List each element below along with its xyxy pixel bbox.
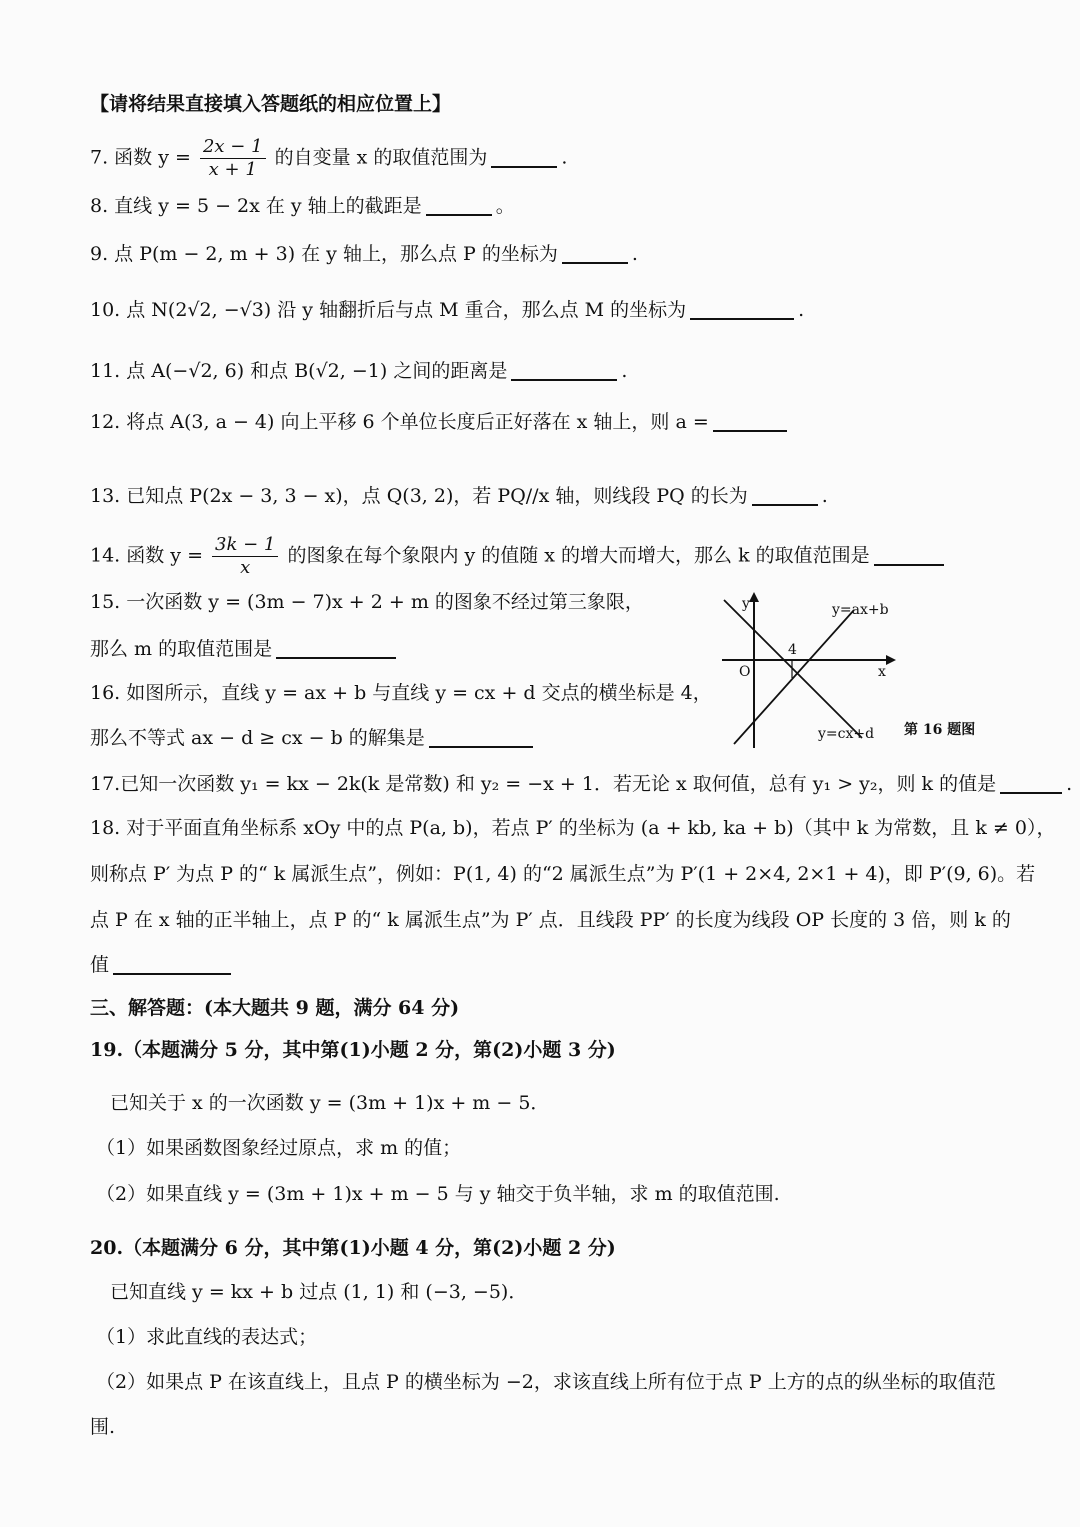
q12-text: 12. 将点 A(3, a − 4) 向上平移 6 个单位长度后正好落在 x 轴上，则 a = bbox=[90, 411, 709, 433]
question-18-line1: 18. 对于平面直角坐标系 xOy 中的点 P(a, b)，若点 P′ 的坐标为 (a + kb, ka + b)（其中 k 为常数，且 k ≠ 0）， bbox=[90, 817, 1056, 839]
q8-answer-blank[interactable] bbox=[426, 214, 492, 216]
q7-numerator: 2x − 1 bbox=[200, 136, 266, 159]
question-9 bbox=[90, 240, 1040, 268]
line-cx-plus-d-label: y=cx+d bbox=[818, 726, 875, 742]
q8-text: 8. 直线 y = 5 − 2x 在 y 轴上的截距是 bbox=[90, 195, 422, 217]
figure-caption: 第 16 题图 bbox=[904, 722, 976, 738]
q9-text: 9. 点 P(m − 2, m + 3) 在 y 轴上，那么点 P 的坐标为 bbox=[90, 243, 558, 265]
question-18-line3: 点 P 在 x 轴的正半轴上，点 P 的“ k 属派生点”为 P′ 点．且线段 PP′ 的长度为线段 OP 长度的 3 倍，则 k 的 bbox=[90, 909, 1011, 931]
question-13 bbox=[90, 482, 1040, 510]
q15-text: 那么 m 的取值范围是 bbox=[90, 638, 273, 660]
q18-text: 值 bbox=[90, 954, 110, 976]
question-18-line4 bbox=[90, 951, 1040, 979]
question-16-line1: 16. 如图所示，直线 y = ax + b 与直线 y = cx + d 交点的横坐标是 4， bbox=[90, 682, 712, 704]
question-17 bbox=[90, 770, 1073, 798]
q17-text: 17.已知一次函数 y₁ = kx − 2k(k 是常数) 和 y₂ = −x + 1．若无论 x 取何值，总有 y₁ > y₂，则 k 的值是 bbox=[90, 773, 997, 795]
question-20-title: 20.（本题满分 6 分，其中第(1)小题 4 分，第(2)小题 2 分) bbox=[90, 1237, 616, 1259]
q17-answer-blank[interactable] bbox=[1000, 792, 1062, 794]
q10-end: . bbox=[798, 299, 805, 321]
q14-numerator: 3k − 1 bbox=[212, 534, 278, 557]
q11-end: . bbox=[621, 360, 628, 382]
question-14 bbox=[90, 534, 1040, 579]
question-11 bbox=[90, 357, 1040, 385]
q13-answer-blank[interactable] bbox=[752, 504, 818, 506]
question-20-part2-continued: 围. bbox=[90, 1416, 116, 1438]
figure-16-graph bbox=[712, 588, 1002, 752]
q7-fraction bbox=[200, 136, 266, 181]
instruction-header: 【请将结果直接填入答题纸的相应位置上】 bbox=[90, 93, 452, 115]
q7-prefix: 7. 函数 y = bbox=[90, 146, 191, 169]
q9-end: . bbox=[631, 243, 638, 265]
q14-text: 的图象在每个象限内 y 的值随 x 的增大而增大，那么 k 的取值范围是 bbox=[287, 544, 870, 567]
y-axis-arrow-icon bbox=[749, 592, 759, 602]
line-ax-plus-b-label: y=ax+b bbox=[832, 602, 889, 618]
q10-text: 10. 点 N(2√2, −√3) 沿 y 轴翻折后与点 M 重合，那么点 M 的坐标为 bbox=[90, 299, 687, 321]
tick-label-4: 4 bbox=[788, 642, 797, 658]
line-ax-plus-b bbox=[734, 610, 854, 744]
x-axis-label: x bbox=[878, 664, 886, 680]
question-19-part1: （1）如果函数图象经过原点，求 m 的值； bbox=[96, 1137, 462, 1159]
q15-answer-blank[interactable] bbox=[276, 657, 396, 659]
question-20-part1: （1）求此直线的表达式； bbox=[96, 1326, 318, 1348]
q16-answer-blank[interactable] bbox=[429, 746, 533, 748]
q13-end: . bbox=[821, 485, 828, 507]
q18-answer-blank[interactable] bbox=[113, 973, 231, 975]
q11-answer-blank[interactable] bbox=[511, 379, 617, 381]
origin-label: O bbox=[739, 664, 751, 680]
q9-answer-blank[interactable] bbox=[562, 262, 628, 264]
question-19-part2: （2）如果直线 y = (3m + 1)x + m − 5 与 y 轴交于负半轴，求 m 的取值范围. bbox=[96, 1183, 780, 1205]
question-8 bbox=[90, 192, 1040, 220]
q12-answer-blank[interactable] bbox=[713, 430, 787, 432]
q16-text: 那么不等式 ax − d ≥ cx − b 的解集是 bbox=[90, 727, 425, 749]
question-19-stem: 已知关于 x 的一次函数 y = (3m + 1)x + m − 5． bbox=[110, 1092, 550, 1114]
q14-prefix: 14. 函数 y = bbox=[90, 544, 203, 567]
question-18-line2: 则称点 P′ 为点 P 的“ k 属派生点”，例如：P(1, 4) 的“2 属派生点”为 P′(1 + 2×4, 2×1 + 4)，即 P′(9, 6)。若 bbox=[90, 863, 1036, 885]
q13-text: 13. 已知点 P(2x − 3, 3 − x)，点 Q(3, 2)，若 PQ//x 轴，则线段 PQ 的长为 bbox=[90, 485, 748, 507]
question-7 bbox=[90, 136, 1040, 181]
q7-end: . bbox=[561, 146, 568, 169]
q14-fraction bbox=[212, 534, 278, 579]
question-20-stem: 已知直线 y = kx + b 过点 (1, 1) 和 (−3, −5)． bbox=[110, 1281, 528, 1303]
x-axis-arrow-icon bbox=[886, 655, 896, 665]
question-15-line1: 15. 一次函数 y = (3m − 7)x + 2 + m 的图象不经过第三象限， bbox=[90, 591, 644, 613]
q8-end: 。 bbox=[495, 195, 515, 217]
q14-answer-blank[interactable] bbox=[874, 564, 944, 566]
q14-denominator: x bbox=[240, 557, 251, 578]
question-20-part2: （2）如果点 P 在该直线上，且点 P 的横坐标为 −2，求该直线上所有位于点 P 上方的点的纵坐标的取值范 bbox=[96, 1371, 996, 1393]
q17-end: . bbox=[1066, 773, 1073, 795]
y-axis-label: y bbox=[742, 596, 750, 612]
question-12 bbox=[90, 408, 1040, 436]
question-10 bbox=[90, 296, 1040, 324]
q7-answer-blank[interactable] bbox=[491, 166, 557, 168]
q7-denominator: x + 1 bbox=[208, 159, 257, 180]
section-3-heading: 三、解答题：(本大题共 9 题，满分 64 分) bbox=[90, 997, 460, 1019]
q10-answer-blank[interactable] bbox=[690, 318, 794, 320]
q11-text: 11. 点 A(−√2, 6) 和点 B(√2, −1) 之间的距离是 bbox=[90, 360, 508, 382]
question-19-title: 19.（本题满分 5 分，其中第(1)小题 2 分，第(2)小题 3 分) bbox=[90, 1039, 616, 1061]
q7-text: 的自变量 x 的取值范围为 bbox=[274, 146, 488, 169]
